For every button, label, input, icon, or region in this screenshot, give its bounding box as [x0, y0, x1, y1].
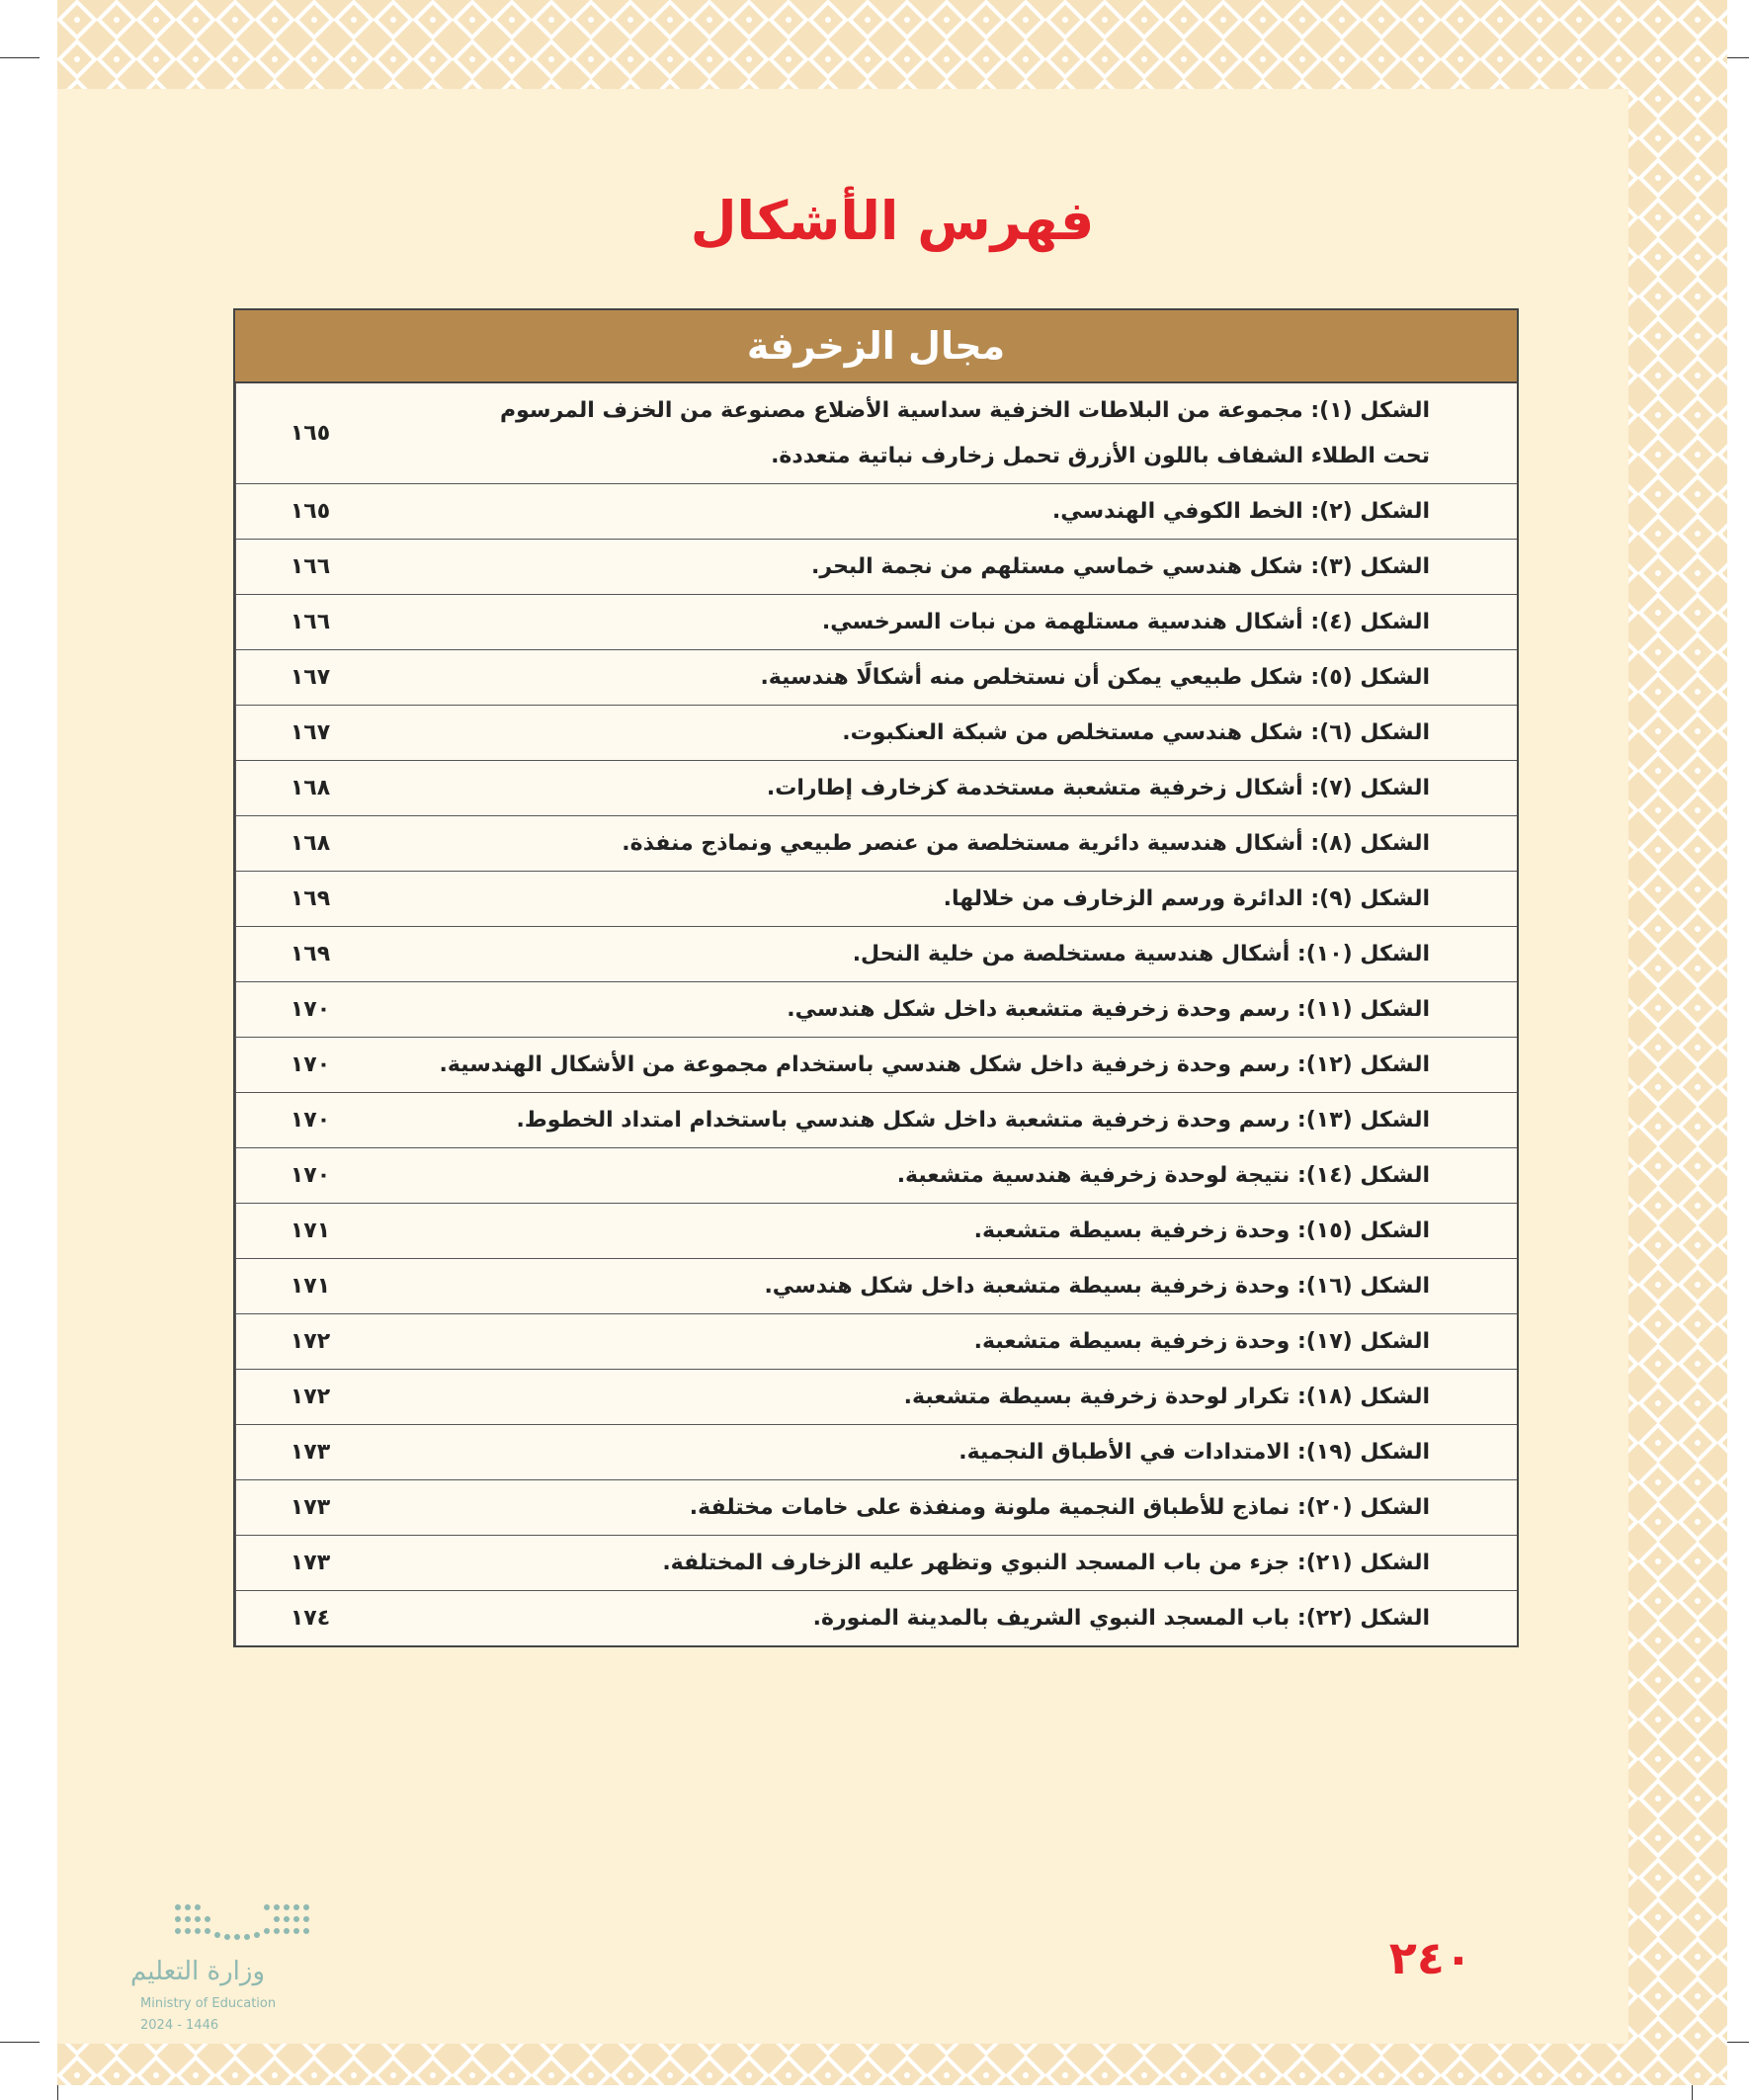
figure-description [384, 1148, 1517, 1204]
figure-description [384, 1591, 1517, 1646]
description-line: الشكل (١٧): وحدة زخرفية بسيطة متشعبة. [973, 1328, 1430, 1354]
figure-description [384, 927, 1517, 982]
section-header: مجال الزخرفة [235, 310, 1517, 383]
figure-description [384, 1204, 1517, 1259]
description-line: الشكل (٦): شكل هندسي مستخلص من شبكة العنكبوت. [842, 719, 1430, 745]
description-line: الشكل (١٣): رسم وحدة زخرفية متشعبة داخل شكل هندسي باستخدام امتداد الخطوط. [516, 1107, 1430, 1133]
page [57, 0, 1727, 2085]
figure-page-number: ١٧١ [236, 1259, 385, 1314]
figure-page-number: ١٦٨ [236, 816, 385, 872]
figure-page-number: ١٦٩ [236, 927, 385, 982]
description-line: الشكل (١٥): وحدة زخرفية بسيطة متشعبة. [973, 1218, 1430, 1243]
description-line: الشكل (٨): أشكال هندسية دائرية مستخلصة من عنصر طبيعي ونماذج منفذة. [622, 830, 1430, 856]
figure-page-number: ١٦٩ [236, 872, 385, 927]
description-line: الشكل (٩): الدائرة ورسم الزخارف من خلالها. [943, 885, 1430, 911]
figure-description [384, 872, 1517, 927]
figure-page-number: ١٦٨ [236, 761, 385, 816]
description-line: الشكل (٤): أشكال هندسية مستلهمة من نبات السرخسي. [821, 609, 1430, 634]
figure-page-number: ١٦٧ [236, 706, 385, 761]
figure-description [384, 484, 1517, 540]
description-line: الشكل (٥): شكل طبيعي يمكن أن نستخلص منه أشكالًا هندسية. [760, 664, 1430, 690]
figure-page-number: ١٧١ [236, 1204, 385, 1259]
table-row [236, 1314, 1518, 1370]
table-row [236, 872, 1518, 927]
figure-description [384, 816, 1517, 872]
table-row [236, 383, 1518, 484]
page-number: ٢٤٠ [1388, 1931, 1472, 1984]
description-line: الشكل (١٤): نتيجة لوحدة زخرفية هندسية متشعبة. [896, 1162, 1430, 1188]
crop-mark [0, 57, 40, 58]
figure-page-number: ١٧٠ [236, 1093, 385, 1148]
description-line: الشكل (٢): الخط الكوفي الهندسي. [1051, 498, 1430, 524]
logo-english: Ministry of Education [140, 1996, 277, 2011]
figure-page-number: ١٦٥ [236, 484, 385, 540]
description-line: الشكل (١٨): تكرار لوحدة زخرفية بسيطة متشعبة. [903, 1384, 1430, 1409]
figures-index-table [233, 308, 1519, 1647]
table-row [236, 540, 1518, 595]
table-row [236, 1204, 1518, 1259]
table-row [236, 650, 1518, 706]
logo-dots-icon [168, 1895, 316, 1950]
logo-arabic: وزارة التعليم [129, 1957, 266, 1986]
figure-page-number: ١٧٣ [236, 1480, 385, 1536]
figure-page-number: ١٧٢ [236, 1370, 385, 1425]
figure-description [384, 1425, 1517, 1480]
description-line: الشكل (١): مجموعة من البلاطات الخزفية سداسية الأضلاع مصنوعة من الخزف المرسوم [500, 397, 1430, 423]
figure-description [384, 1038, 1517, 1093]
table-row [236, 1536, 1518, 1591]
figure-page-number: ١٦٧ [236, 650, 385, 706]
description-line: الشكل (٢٢): باب المسجد النبوي الشريف بالمدينة المنورة. [812, 1605, 1430, 1631]
table-row [236, 1038, 1518, 1093]
figure-description [384, 982, 1517, 1038]
figure-description [384, 595, 1517, 650]
figure-description [384, 706, 1517, 761]
table-row [236, 761, 1518, 816]
description-line: الشكل (١١): رسم وحدة زخرفية متشعبة داخل شكل هندسي. [787, 996, 1430, 1022]
figure-description [384, 1093, 1517, 1148]
table-row [236, 1425, 1518, 1480]
table-row [236, 1591, 1518, 1646]
figure-page-number: ١٧٢ [236, 1314, 385, 1370]
table-row [236, 1093, 1518, 1148]
figure-page-number: ١٧٣ [236, 1536, 385, 1591]
table-row [236, 484, 1518, 540]
ministry-logo [99, 1895, 326, 2044]
logo-year: 2024 - 1446 [140, 2018, 219, 2033]
description-line: الشكل (٢٠): نماذج للأطباق النجمية ملونة ومنفذة على خامات مختلفة. [689, 1494, 1430, 1520]
crop-mark [0, 2042, 40, 2043]
description-line: الشكل (١٠): أشكال هندسية مستخلصة من خلية النحل. [852, 941, 1430, 966]
figure-page-number: ١٦٦ [236, 595, 385, 650]
table-row [236, 706, 1518, 761]
table-row [236, 927, 1518, 982]
figure-description [384, 1259, 1517, 1314]
figure-page-number: ١٦٦ [236, 540, 385, 595]
figure-description [384, 1536, 1517, 1591]
description-line: الشكل (١٩): الامتدادات في الأطباق النجمية. [958, 1439, 1430, 1465]
description-line: الشكل (٧): أشكال زخرفية متشعبة مستخدمة كزخارف إطارات. [766, 775, 1430, 800]
page-title: فهرس الأشكال [690, 190, 1095, 252]
description-line: الشكل (١٦): وحدة زخرفية بسيطة متشعبة داخل شكل هندسي. [764, 1273, 1430, 1299]
figure-description [384, 540, 1517, 595]
figure-page-number: ١٧٠ [236, 982, 385, 1038]
figure-description [384, 1480, 1517, 1536]
description-line: الشكل (٢١): جزء من باب المسجد النبوي وتظهر عليه الزخارف المختلفة. [662, 1550, 1430, 1575]
description-line: تحت الطلاء الشفاف باللون الأزرق تحمل زخارف نباتية متعددة. [771, 443, 1430, 468]
figure-page-number: ١٧٠ [236, 1038, 385, 1093]
figure-description [384, 1314, 1517, 1370]
figure-page-number: ١٧٣ [236, 1425, 385, 1480]
description-line: الشكل (١٢): رسم وحدة زخرفية داخل شكل هندسي باستخدام مجموعة من الأشكال الهندسية. [439, 1051, 1430, 1077]
description-line: الشكل (٣): شكل هندسي خماسي مستلهم من نجمة البحر. [811, 553, 1430, 579]
table-row [236, 816, 1518, 872]
figure-description [384, 383, 1517, 484]
table-row [236, 1259, 1518, 1314]
figure-description [384, 650, 1517, 706]
figure-description [384, 1370, 1517, 1425]
table-row [236, 1480, 1518, 1536]
figure-description [384, 761, 1517, 816]
table-row [236, 595, 1518, 650]
table-row [236, 1370, 1518, 1425]
table-row [236, 1148, 1518, 1204]
figure-page-number: ١٧٤ [236, 1591, 385, 1646]
figure-page-number: ١٧٠ [236, 1148, 385, 1204]
table-row [236, 982, 1518, 1038]
figure-page-number: ١٦٥ [236, 383, 385, 484]
